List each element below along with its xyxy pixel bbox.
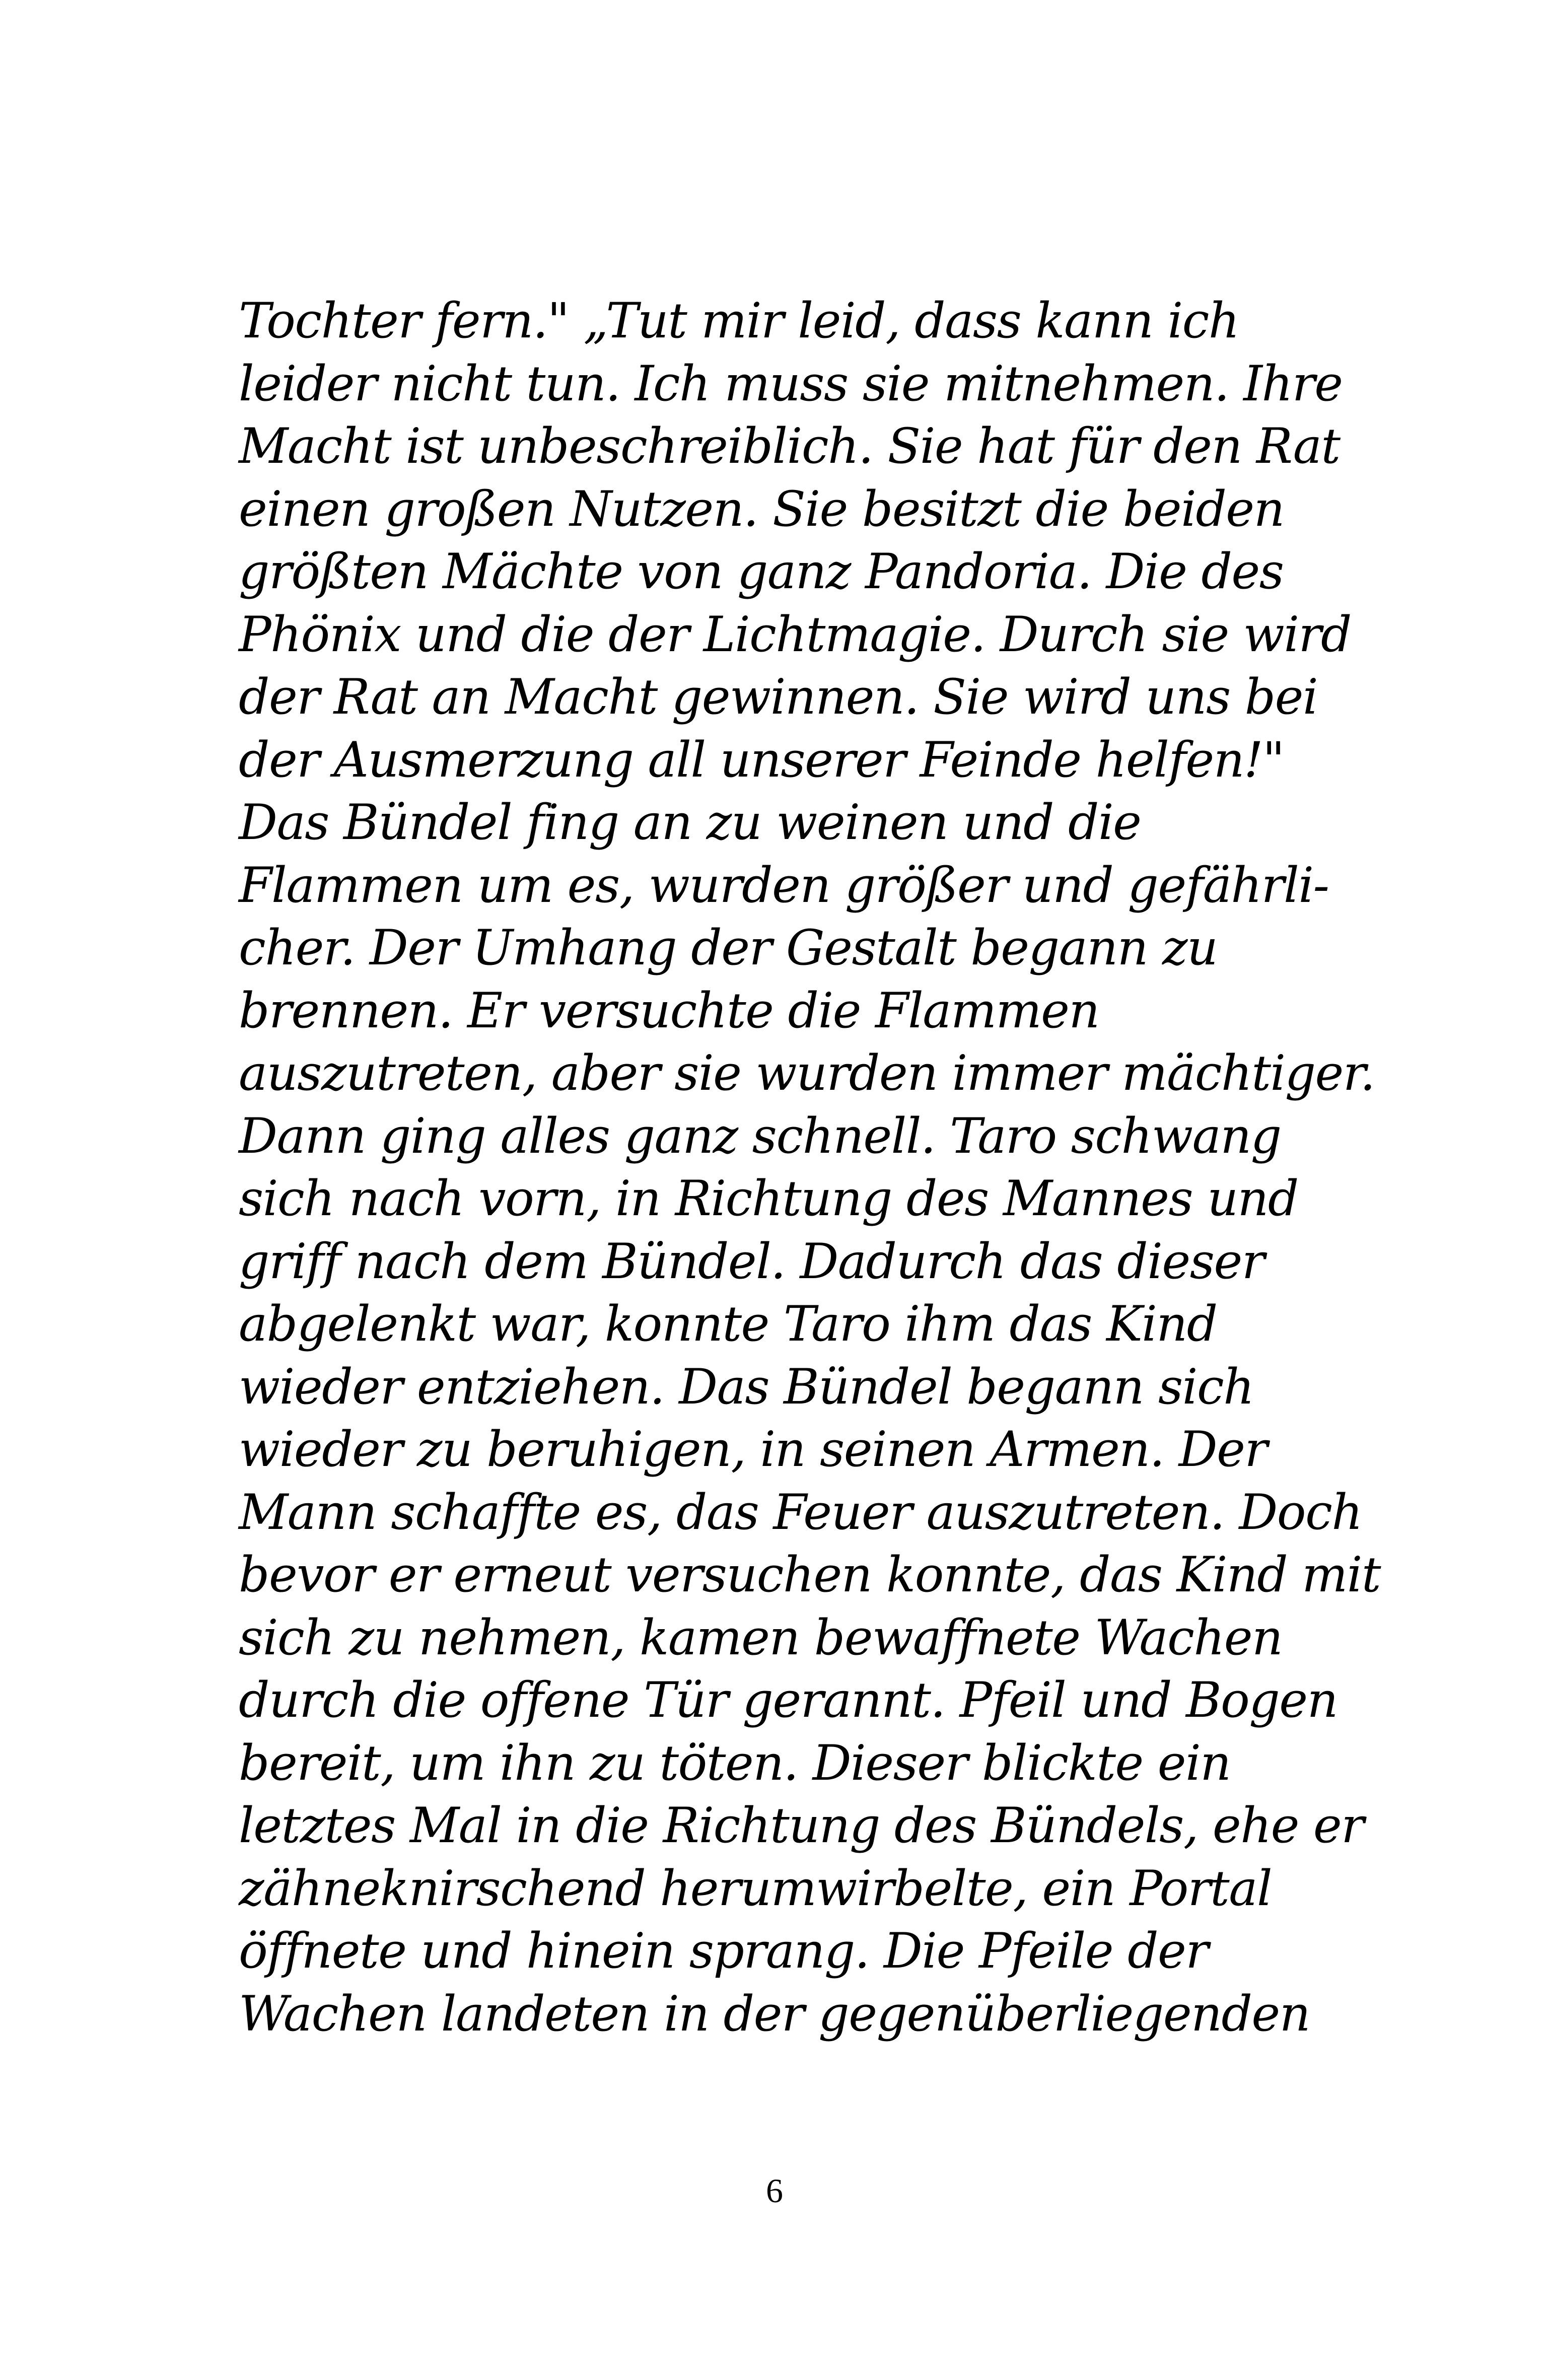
text-line: sich nach vorn, in Richtung des Mannes und	[239, 1170, 1298, 1227]
page-number: 6	[766, 2172, 783, 2210]
text-line: Wachen landeten in der gegenüberliegenden	[239, 1985, 1310, 2042]
text-line: letztes Mal in die Richtung des Bündels, ehe er	[239, 1797, 1364, 1854]
text-line: Dann ging alles ganz schnell. Taro schwang	[239, 1107, 1281, 1164]
text-line: wieder zu beruhigen, in seinen Armen. Der	[239, 1421, 1267, 1478]
text-line: öffnete und hinein sprang. Die Pfeile der	[239, 1923, 1208, 1979]
text-line: Tochter fern." „Tut mir leid, dass kann ich	[239, 293, 1239, 349]
text-line: auszutreten, aber sie wurden immer mächtiger.	[239, 1045, 1375, 1101]
text-line: griff nach dem Bündel. Dadurch das dieser	[239, 1233, 1264, 1290]
text-line: der Ausmerzung all unserer Feinde helfen!"	[239, 731, 1284, 788]
text-line: Mann schaffte es, das Feuer auszutreten. Doch	[239, 1484, 1362, 1541]
text-line: brennen. Er versuchte die Flammen	[239, 982, 1099, 1039]
text-line: bereit, um ihn zu töten. Dieser blickte ein	[239, 1734, 1231, 1791]
text-line: der Rat an Macht gewinnen. Sie wird uns bei	[239, 669, 1318, 725]
text-line: leider nicht tun. Ich muss sie mitnehmen. Ihre	[239, 355, 1343, 412]
text-line: Phönix und die der Lichtmagie. Durch sie wird	[239, 606, 1351, 663]
text-line: durch die offene Tür gerannt. Pfeil und Bogen	[239, 1672, 1337, 1728]
text-line: einen großen Nutzen. Sie besitzt die beiden	[239, 480, 1284, 537]
text-line: größten Mächte von ganz Pandoria. Die des	[239, 543, 1284, 600]
text-line: abgelenkt war, konnte Taro ihm das Kind	[239, 1296, 1217, 1352]
text-line: zähneknirschend herumwirbelte, ein Portal	[239, 1860, 1272, 1917]
text-line: Macht ist unbeschreiblich. Sie hat für den Rat	[239, 418, 1340, 474]
text-line: bevor er erneut versuchen konnte, das Kind mit	[239, 1547, 1381, 1603]
text-line: sich zu nehmen, kamen bewaffnete Wachen	[239, 1609, 1283, 1666]
body-text	[239, 290, 1381, 2045]
text-line: Das Bündel fing an zu weinen und die	[239, 794, 1141, 851]
text-line: Flammen um es, wurden größer und gefährli-	[239, 857, 1329, 914]
text-line: cher. Der Umhang der Gestalt begann zu	[239, 920, 1218, 976]
text-line: wieder entziehen. Das Bündel begann sich	[239, 1358, 1254, 1415]
